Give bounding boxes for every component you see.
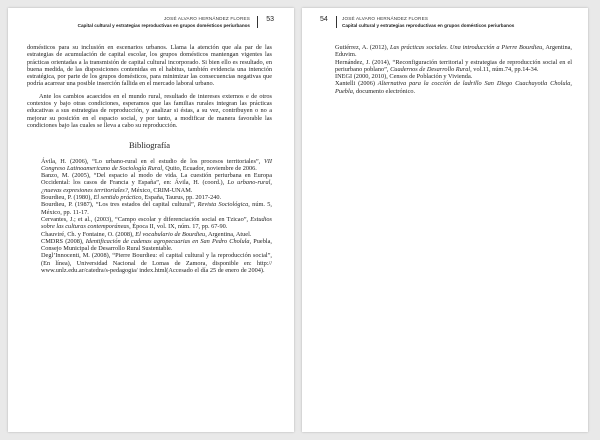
- header-divider: [257, 16, 258, 28]
- left-body-text: [27, 44, 272, 274]
- header-subtitle: Capital cultural y estrategias reproductivas en grupos domésticos periurbanos: [342, 23, 515, 28]
- reference-pre: Banzo, M. (2005), “Del espacio al modo de vida. La cuestión periurbana en Europa Occidental: los casos de Francia y España”, en: Ávila, H. (coord.),: [41, 172, 272, 187]
- reference-entry: [321, 73, 572, 80]
- reference-entry: [27, 201, 272, 216]
- reference-list: [27, 158, 272, 275]
- reference-pre: Xantelli (2006): [335, 80, 378, 88]
- right-running-header: [302, 14, 588, 48]
- left-running-header: [8, 14, 294, 48]
- reference-entry: [27, 194, 272, 201]
- right-page: [302, 8, 588, 432]
- paragraph: domésticos para su inclusión en escenarios urbanos. Llama la atención que ala par de las estrategias de acumulación de capital escolar, los grupos domésticos mantengan vigentes las prácticas orientadas a la transmisión de capital cultural incorporado. Si bien ello es resultado, en buena medida, de las disposiciones contenidas en el habitus, también evidencia una intención estratégica, por parte de los grupos domésticos, para minimizar las consecuencias negativas que podría acarrear una posible inserción fallida en el mercado laboral urbano.: [27, 44, 272, 88]
- reference-ital: Las prácticas sociales. Una introducción a Pierre Bourdieu: [390, 44, 543, 51]
- paragraph: Ante los cambios acaecidos en el mundo rural, resultado de intereses externos e de otros contextos y bajo otras condiciones, esperamos que las familias rurales integran las prácticas educativas a sus estrategias de reproducción, y analizar si éstas, a su vez, contribuyen o no a mejorar su posición en el espacio social, y por tanto, a modificar de manera favorable las condiciones bajo las cuales se lleva a cabo su reproducción.: [27, 92, 272, 129]
- reference-entry: [321, 44, 572, 59]
- reference-ital: Revista Sociológica: [197, 201, 249, 209]
- reference-ital: El sentido práctico: [93, 194, 142, 202]
- reference-pre: Gutiérrez, A. (2012),: [335, 44, 390, 51]
- bibliography-heading: Bibliografía: [128, 140, 171, 151]
- reference-post: , Puebla, Consejo Municipal de Desarrollo Rural Sustentable.: [41, 237, 272, 253]
- reference-ital: Estudios sobre las culturas contemporáneas: [41, 215, 272, 231]
- reference-post: , Época II, vol. IX, núm. 17, pp. 67-90.: [129, 223, 228, 231]
- reference-list: [321, 44, 572, 95]
- reference-entry: [27, 231, 272, 238]
- reference-pre: Bourdieu, P. (1980),: [41, 194, 94, 202]
- reference-post: , Argentina, Eduvim.: [335, 44, 572, 59]
- reference-entry: [27, 158, 272, 173]
- reference-post: , México, CRIM-UNAM.: [127, 186, 193, 194]
- reference-pre: CMDRS (2008),: [41, 237, 86, 245]
- reference-ital: Alternativa para la cocción de ladrillo San Diego Cuachayotla Cholula, Puebla: [335, 80, 572, 95]
- reference-ital: Cuadernos de Desarrollo Rural: [390, 65, 471, 73]
- header-divider: [336, 16, 337, 28]
- left-page: [8, 8, 294, 432]
- reference-pre: Ávila, H. (2006), “Lo urbano-rural en el estudio de los procesos territoriales”,: [41, 157, 264, 165]
- reference-pre: Chauviré, Ch. y Fontaine, O. (2008),: [41, 230, 136, 238]
- right-body-text: [321, 44, 572, 95]
- reference-ital: Identificación de cadenas agropecuarias en San Pedro Cholula: [85, 237, 250, 245]
- reference-pre: Hernández, J. (2014), “Reconfiguración territorial y estrategias de reproducción social en el periurbano poblano”,: [335, 58, 572, 73]
- reference-post: , Argentina, Atuel.: [205, 230, 252, 238]
- header-subtitle: Capital cultural y estrategias reproductivas en grupos domésticos periurbanos: [77, 23, 250, 28]
- reference-pre: Degl’Innocenti, M. (2008), “Pierre Bourdieu: el capital cultural y la reproducción social”, (En línea), Universidad Nacional de Lomas de Zamora, disponible en: http:// www.unlz.edu.ar/catedra/s-pedagogia/ index.html(Accesado el día 25 de enero de 2004).: [41, 252, 272, 275]
- reference-entry: [321, 80, 572, 95]
- header-author: JOSÉ ALVARO HERNÁNDEZ FLORES: [163, 16, 250, 21]
- reference-entry: [321, 59, 572, 74]
- reference-entry: [27, 238, 272, 253]
- reference-ital: Lo urbano-rural, ¿nuevas expresiones territoriales?: [41, 179, 272, 194]
- page-number: 53: [266, 16, 274, 23]
- page-number: 54: [320, 16, 328, 23]
- reference-entry: [27, 216, 272, 231]
- header-author: JOSÉ ALVARO HERNÁNDEZ FLORES: [342, 16, 429, 21]
- reference-pre: Bourdieu, P. (1987), “Los tres estados del capital cultural”,: [41, 201, 198, 209]
- reference-ital: El vocabulario de Bourdieu: [135, 230, 206, 238]
- reference-entry: [27, 252, 272, 274]
- reference-post: , documento electrónico.: [352, 87, 416, 95]
- reference-post: , España, Taurus, pp. 2017-240.: [141, 194, 222, 202]
- reference-pre: INEGI (2000, 2010), Censos de Población y Vivienda.: [335, 73, 473, 81]
- reference-pre: Cervantes, J.; et al., (2003), “Campo escolar y diferenciación social en Tzicao”,: [41, 215, 251, 223]
- reference-post: , núm. 5, México, pp. 11-17.: [41, 201, 272, 216]
- reference-ital: VII Congreso Latinoamericano de Sociología Rural: [41, 157, 272, 172]
- reference-post: , Quito, Ecuador, noviembre de 2006.: [162, 164, 257, 172]
- reference-entry: [27, 172, 272, 194]
- reference-post: , vol.11, núm.74, pp.14-34.: [470, 65, 539, 73]
